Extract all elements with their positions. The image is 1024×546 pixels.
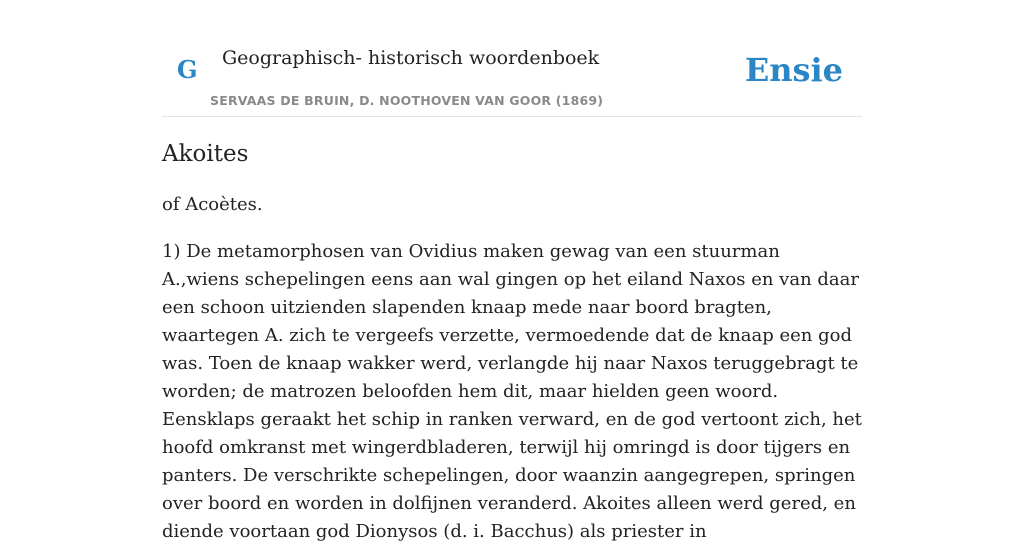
dictionary-logo[interactable]: G — [177, 55, 198, 84]
entry-content — [162, 137, 862, 546]
header — [162, 0, 862, 117]
book-author: SERVAAS DE BRUIN, D. NOOTHOVEN VAN GOOR (1869) — [210, 93, 604, 108]
entry-alias: of Acoètes. — [162, 194, 263, 215]
entry-title: Akoites — [162, 141, 249, 167]
book-title-link[interactable]: Geographisch- historisch woordenboek — [222, 47, 600, 69]
ensie-logo[interactable]: Ensie — [744, 51, 843, 89]
entry-body: 1) De metamorphosen van Ovidius maken gewag van een stuurman A.,wiens schepelingen eens aan wal gingen op het eiland Naxos en van daar een schoon uitzienden slapenden knaap mede naar boord bragten, waartegen A. zich te vergeefs verzette, vermoedende dat de knaap een god was. Toen de knaap wakker werd, verlangde hij naar Naxos teruggebragt te worden; de matrozen beloofden hem dit, maar hielden geen woord. Eensklaps geraakt het schip in ranken verward, en de god vertoont zich, het hoofd omkranst met wingerdbladeren, terwijl hij omringd is door tijgers en panters. De verschrikte schepelingen, door waanzin aangegrepen, springen over boord en worden in dolfijnen veranderd. Akoites alleen werd gered, en diende voortaan god Dionysos (d. i. Bacchus) als priester in — [162, 241, 862, 542]
